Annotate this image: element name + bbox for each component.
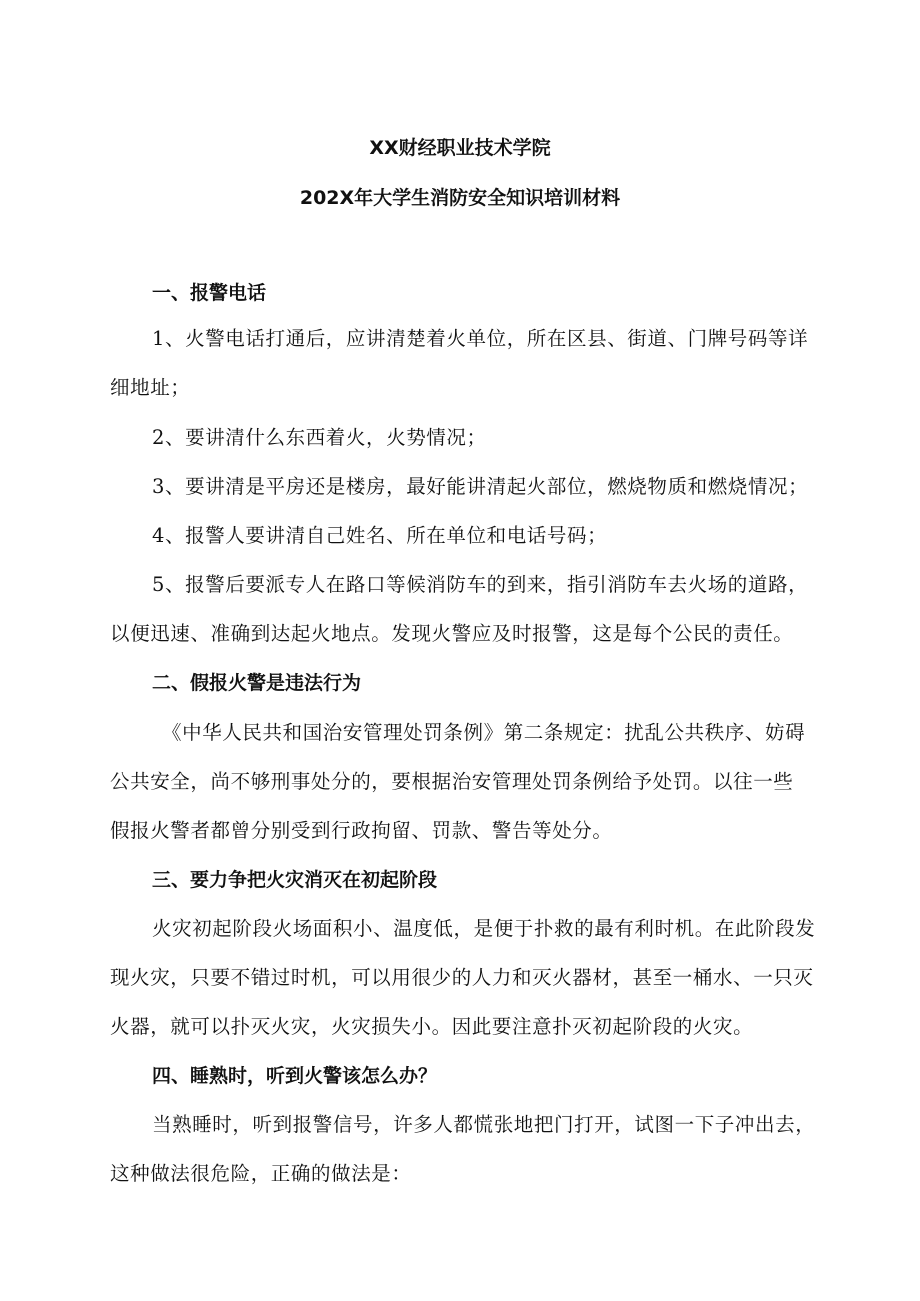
paragraph-line: 1、火警电话打通后，应讲清楚着火单位，所在区县、街道、门牌号码等详 — [152, 327, 809, 350]
school-title: XX财经职业技术学院 — [369, 137, 551, 159]
paragraph-line: 当熟睡时，听到报警信号，许多人都慌张地把门打开，试图一下子冲出去， — [152, 1113, 816, 1136]
paragraph-line: 5、报警后要派专人在路口等候消防车的到来，指引消防车去火场的道路， — [152, 573, 809, 596]
section-heading: 二、假报火警是违法行为 — [152, 672, 362, 694]
paragraph-line: 这种做法很危险，正确的做法是： — [110, 1162, 412, 1185]
section-heading: 三、要力争把火灾消灭在初起阶段 — [152, 869, 438, 891]
paragraph-line: 2、要讲清什么东西着火，火势情况； — [152, 426, 487, 449]
section-heading: 四、睡熟时，听到火警该怎么办？ — [152, 1065, 438, 1087]
paragraph-line: 火器，就可以扑灭火灾，火灾损失小。因此要注意扑灭初起阶段的火灾。 — [110, 1015, 754, 1038]
paragraph-line: 《中华人民共和国治安管理处罚条例》第二条规定：扰乱公共秩序、妨碍 — [162, 721, 806, 744]
paragraph-line: 以便迅速、准确到达起火地点。发现火警应及时报警，这是每个公民的责任。 — [110, 622, 794, 645]
document-title: 202X年大学生消防安全知识培训材料 — [299, 187, 621, 209]
paragraph-line: 4、报警人要讲清自己姓名、所在单位和电话号码； — [152, 524, 608, 547]
paragraph-line: 火灾初起阶段火场面积小、温度低，是便于扑救的最有利时机。在此阶段发 — [152, 917, 816, 940]
paragraph-line: 3、要讲清是平房还是楼房，最好能讲清起火部位，燃烧物质和燃烧情况； — [152, 475, 809, 498]
paragraph-line: 细地址； — [110, 376, 191, 399]
paragraph-line: 现火灾，只要不错过时机，可以用很少的人力和灭火器材，甚至一桶水、一只灭 — [110, 966, 814, 989]
section-heading: 一、报警电话 — [152, 282, 267, 304]
paragraph-line: 假报火警者都曾分别受到行政拘留、罚款、警告等处分。 — [110, 819, 613, 842]
paragraph-line: 公共安全，尚不够刑事处分的，要根据治安管理处罚条例给予处罚。以往一些 — [110, 770, 794, 793]
